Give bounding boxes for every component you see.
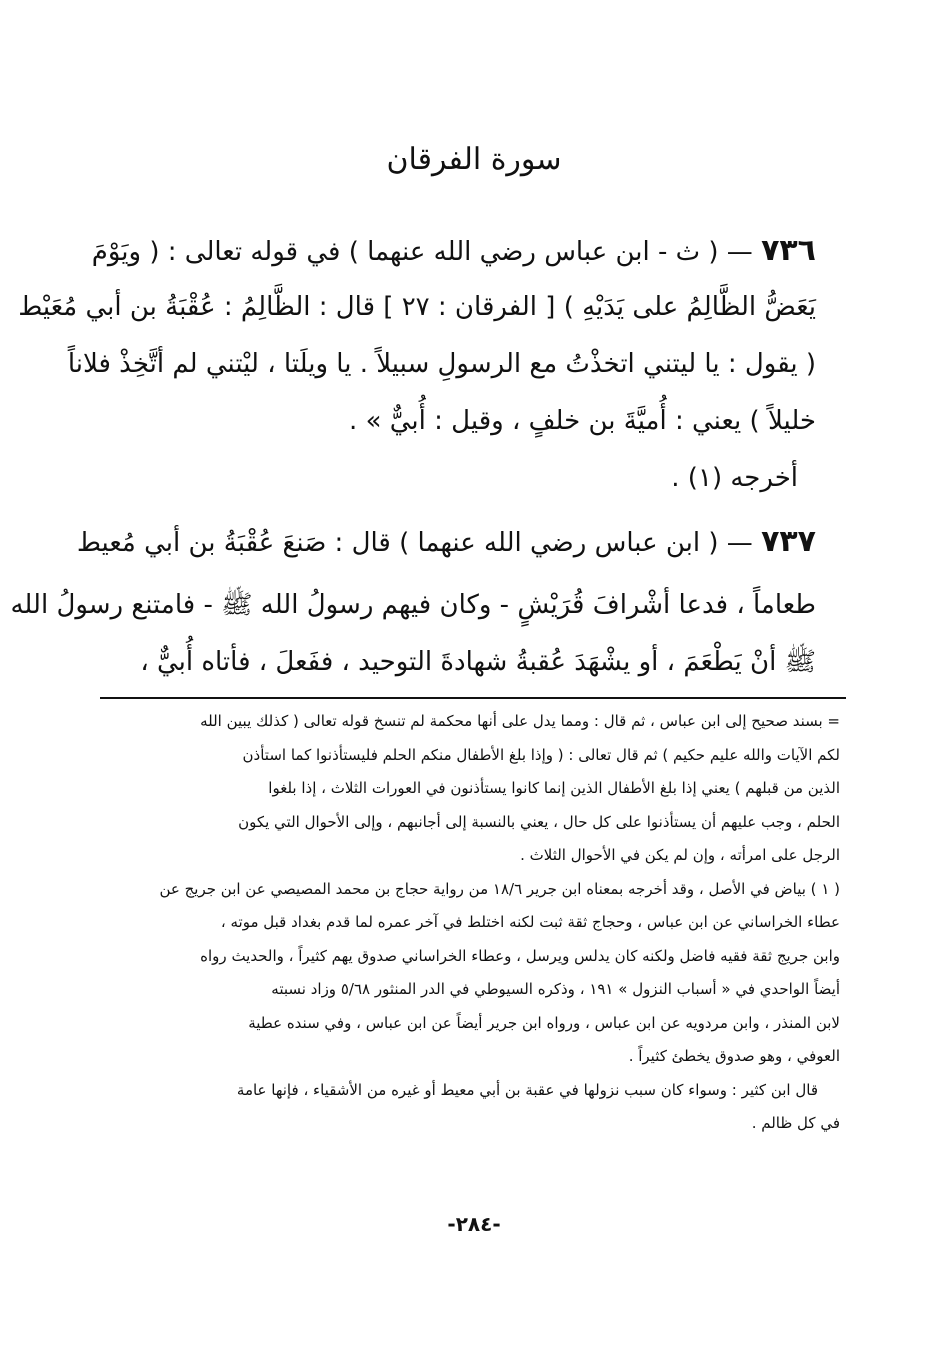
footnote-line: في كل ظالم .	[751, 1114, 840, 1132]
footnote-line: لابن المنذر ، وابن مردويه عن ابن عباس ، ورواه ابن جرير أيضاً عن ابن عباس ، وفي سنده عطية	[248, 1013, 840, 1032]
footnote-line: ( ١ ) بياض في الأصل ، وقد أخرجه بمعناه ابن جرير ١٨/٦ من رواية حجاج بن محمد المصيصي عن ابن جريج عن	[159, 879, 840, 898]
text-line	[92, 222, 816, 279]
line-text: خليلاً ) يعني : أُميَّةَ بن خلفٍ ، وقيل : أُبيٌّ » .	[349, 406, 816, 436]
footnote-line: أيضاً الواحدي في « أسباب النزول » ١٩١ ، وذكره السيوطي في الدر المنثور ٥/٦٨ وزاد نسبته	[271, 980, 840, 998]
footnote-line: لكم الآيات والله عليم حكيم ) ثم قال تعالى : ( وإذا بلغ الأطفال منكم الحلم فليستأذنوا كما استأذن	[242, 745, 840, 764]
line-text: أخرجه (١) .	[671, 463, 798, 493]
text-line	[92, 450, 816, 507]
text-line	[10, 577, 816, 634]
hadith-number: ٧٣٦	[761, 233, 816, 268]
footnote-line: قال ابن كثير : وسواء كان سبب نزولها في عقبة بن أبي معيط أو غيره من الأشقياء ، فإنها عامة	[236, 1080, 818, 1099]
footnote-line: عطاء الخراساني عن ابن عباس ، وحجاج ثقة ثبت لكنه اختلط في آخر عمره لما قدم بغداد قبل موته ،	[220, 913, 840, 931]
footnote-line: الحلم ، وجب عليهم أن يستأذنوا على كل حال ، يعني بالنسبة إلى أجانبهم ، وإلى الأحوال التي يكون	[238, 812, 840, 831]
footnote-line: الذين من قبلهم ) يعني إذا بلغ الأطفال الذين إنما كانوا يستأذنون في العورات الثلاث ، إذا بلغوا	[268, 779, 840, 797]
line-text: ﷺ أنْ يَطْعَمَ ، أو يشْهَدَ عُقبةُ شهادةَ التوحيد ، ففَعلَ ، فأتاه أُبيٌّ ،	[140, 647, 816, 677]
line-text: — ( ابن عباس رضي الله عنهما ) قال : صَنعَ عُقْبَةُ بن أبي مُعيط	[76, 528, 762, 558]
text-line	[67, 336, 816, 393]
hadith-number: ٧٣٧	[761, 524, 816, 559]
surah-title: سورة الفرقان	[386, 142, 562, 177]
line-text: — ( ث - ابن عباس رضي الله عنهما ) في قوله تعالى : ( ويَوْمَ	[91, 237, 762, 267]
footnote-line: = بسند صحيح إلى ابن عباس ، ثم قال : ومما يدل على أنها محكمة لم تنسخ قوله تعالى ( كذلك يبين الله	[200, 712, 840, 730]
text-line	[18, 279, 816, 336]
text-line	[76, 507, 816, 577]
page-number: -٢٨٤-	[447, 1212, 501, 1236]
footnotes	[100, 705, 840, 1141]
footnote-line: وابن جريج ثقة فقيه فاضل ولكنه كان يدلس ويرسل ، وعطاء الخراساني صدوق يهم كثيراً ، والحديث رواه	[200, 946, 840, 965]
footnote-line: العوفي ، وهو صدوق يخطئ كثيراً .	[628, 1047, 840, 1065]
footnote-divider	[100, 697, 846, 699]
line-text: يَعَضُّ الظَّالِمُ على يَدَيْهِ ) [ الفرقان : ٢٧ ] قال : الظَّالِمُ : عُقْبَةُ بن أبي مُعَيْط	[18, 292, 816, 322]
text-line	[92, 634, 816, 691]
footnote-line: الرجل على امرأته ، وإن لم يكن في الأحوال الثلاث .	[520, 846, 840, 864]
main-text	[10, 222, 816, 691]
line-text: طعاماً ، فدعا أشْرافَ قُرَيْشٍ - وكان فيهم رسولُ الله ﷺ - فامتنع رسولُ الله	[10, 590, 816, 620]
line-text: ( يقول : يا ليتني اتخذْتُ مع الرسولِ سبيلاً . يا ويلَتا ، ليْتني لم أتَّخِذْ فلاناً	[67, 349, 816, 379]
text-line	[92, 393, 816, 450]
